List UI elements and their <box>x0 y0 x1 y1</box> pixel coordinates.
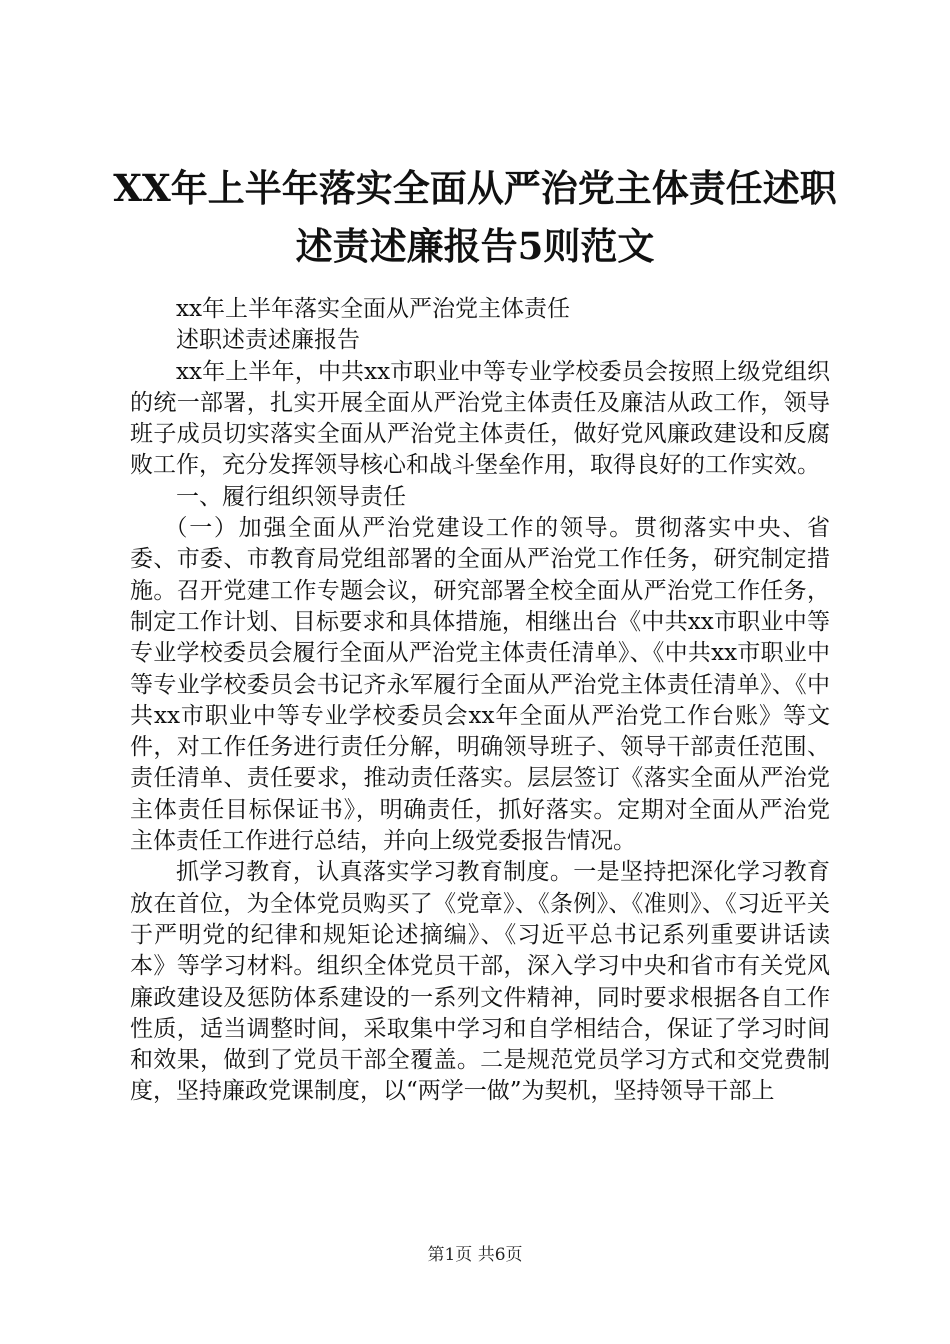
document-title-line-1: XX年上半年落实全面从严治党主体责任述职 <box>113 166 837 210</box>
paragraph-leadership: （一）加强全面从严治党建设工作的领导。贯彻落实中央、省委、市委、市教育局党组部署的全面从严治党工作任务，研究制定措施。召开党建工作专题会议，研究部署全校全面从严治党工作任务，制定工作计划、目标要求和具体措施，相继出台《中共xx市职业中等专业学校委员会履行全面从严治党主体责任清单》、《中共xx市职业中等专业学校委员会书记齐永军履行全面从严治党主体责任清单》、《中共xx市职业中等专业学校委员会xx年全面从严治党工作台账》等文件，对工作任务进行责任分解，明确领导班子、领导干部责任范围、责任清单、责任要求，推动责任落实。层层签订《落实全面从严治党主体责任目标保证书》，明确责任，抓好落实。定期对全面从严治党主体责任工作进行总结，并向上级党委报告情况。 <box>130 515 830 855</box>
document-body <box>130 294 830 1108</box>
subtitle-line-1: xx年上半年落实全面从严治党主体责任 <box>176 296 570 322</box>
intro-paragraph: xx年上半年，中共xx市职业中等专业学校委员会按照上级党组织的统一部署，扎实开展全面从严治党主体责任及廉洁从政工作，领导班子成员切实落实全面从严治党主体责任，做好党风廉政建设和反腐败工作，充分发挥领导核心和战斗堡垒作用，取得良好的工作实效。 <box>130 358 830 479</box>
paragraph-study: 抓学习教育，认真落实学习教育制度。一是坚持把深化学习教育放在首位，为全体党员购买了《党章》、《条例》、《准则》、《习近平关于严明党的纪律和规矩论述摘编》、《习近平总书记系列重要讲话读本》等学习材料。组织全体党员干部，深入学习中央和省市有关党风廉政建设及惩防体系建设的一系列文件精神，同时要求根据各自工作性质，适当调整时间，采取集中学习和自学相结合，保证了学习时间和效果，做到了党员干部全覆盖。二是规范党员学习方式和交党费制度，坚持廉政党课制度，以“两学一做”为契机，坚持领导干部上 <box>130 859 830 1105</box>
page-footer: 第1页 共6页 <box>427 1245 523 1265</box>
section-heading: 一、履行组织领导责任 <box>176 483 406 510</box>
document-title-line-2: 述责述廉报告5则范文 <box>295 224 655 268</box>
subtitle-line-2: 述职述责述廉报告 <box>176 327 360 354</box>
